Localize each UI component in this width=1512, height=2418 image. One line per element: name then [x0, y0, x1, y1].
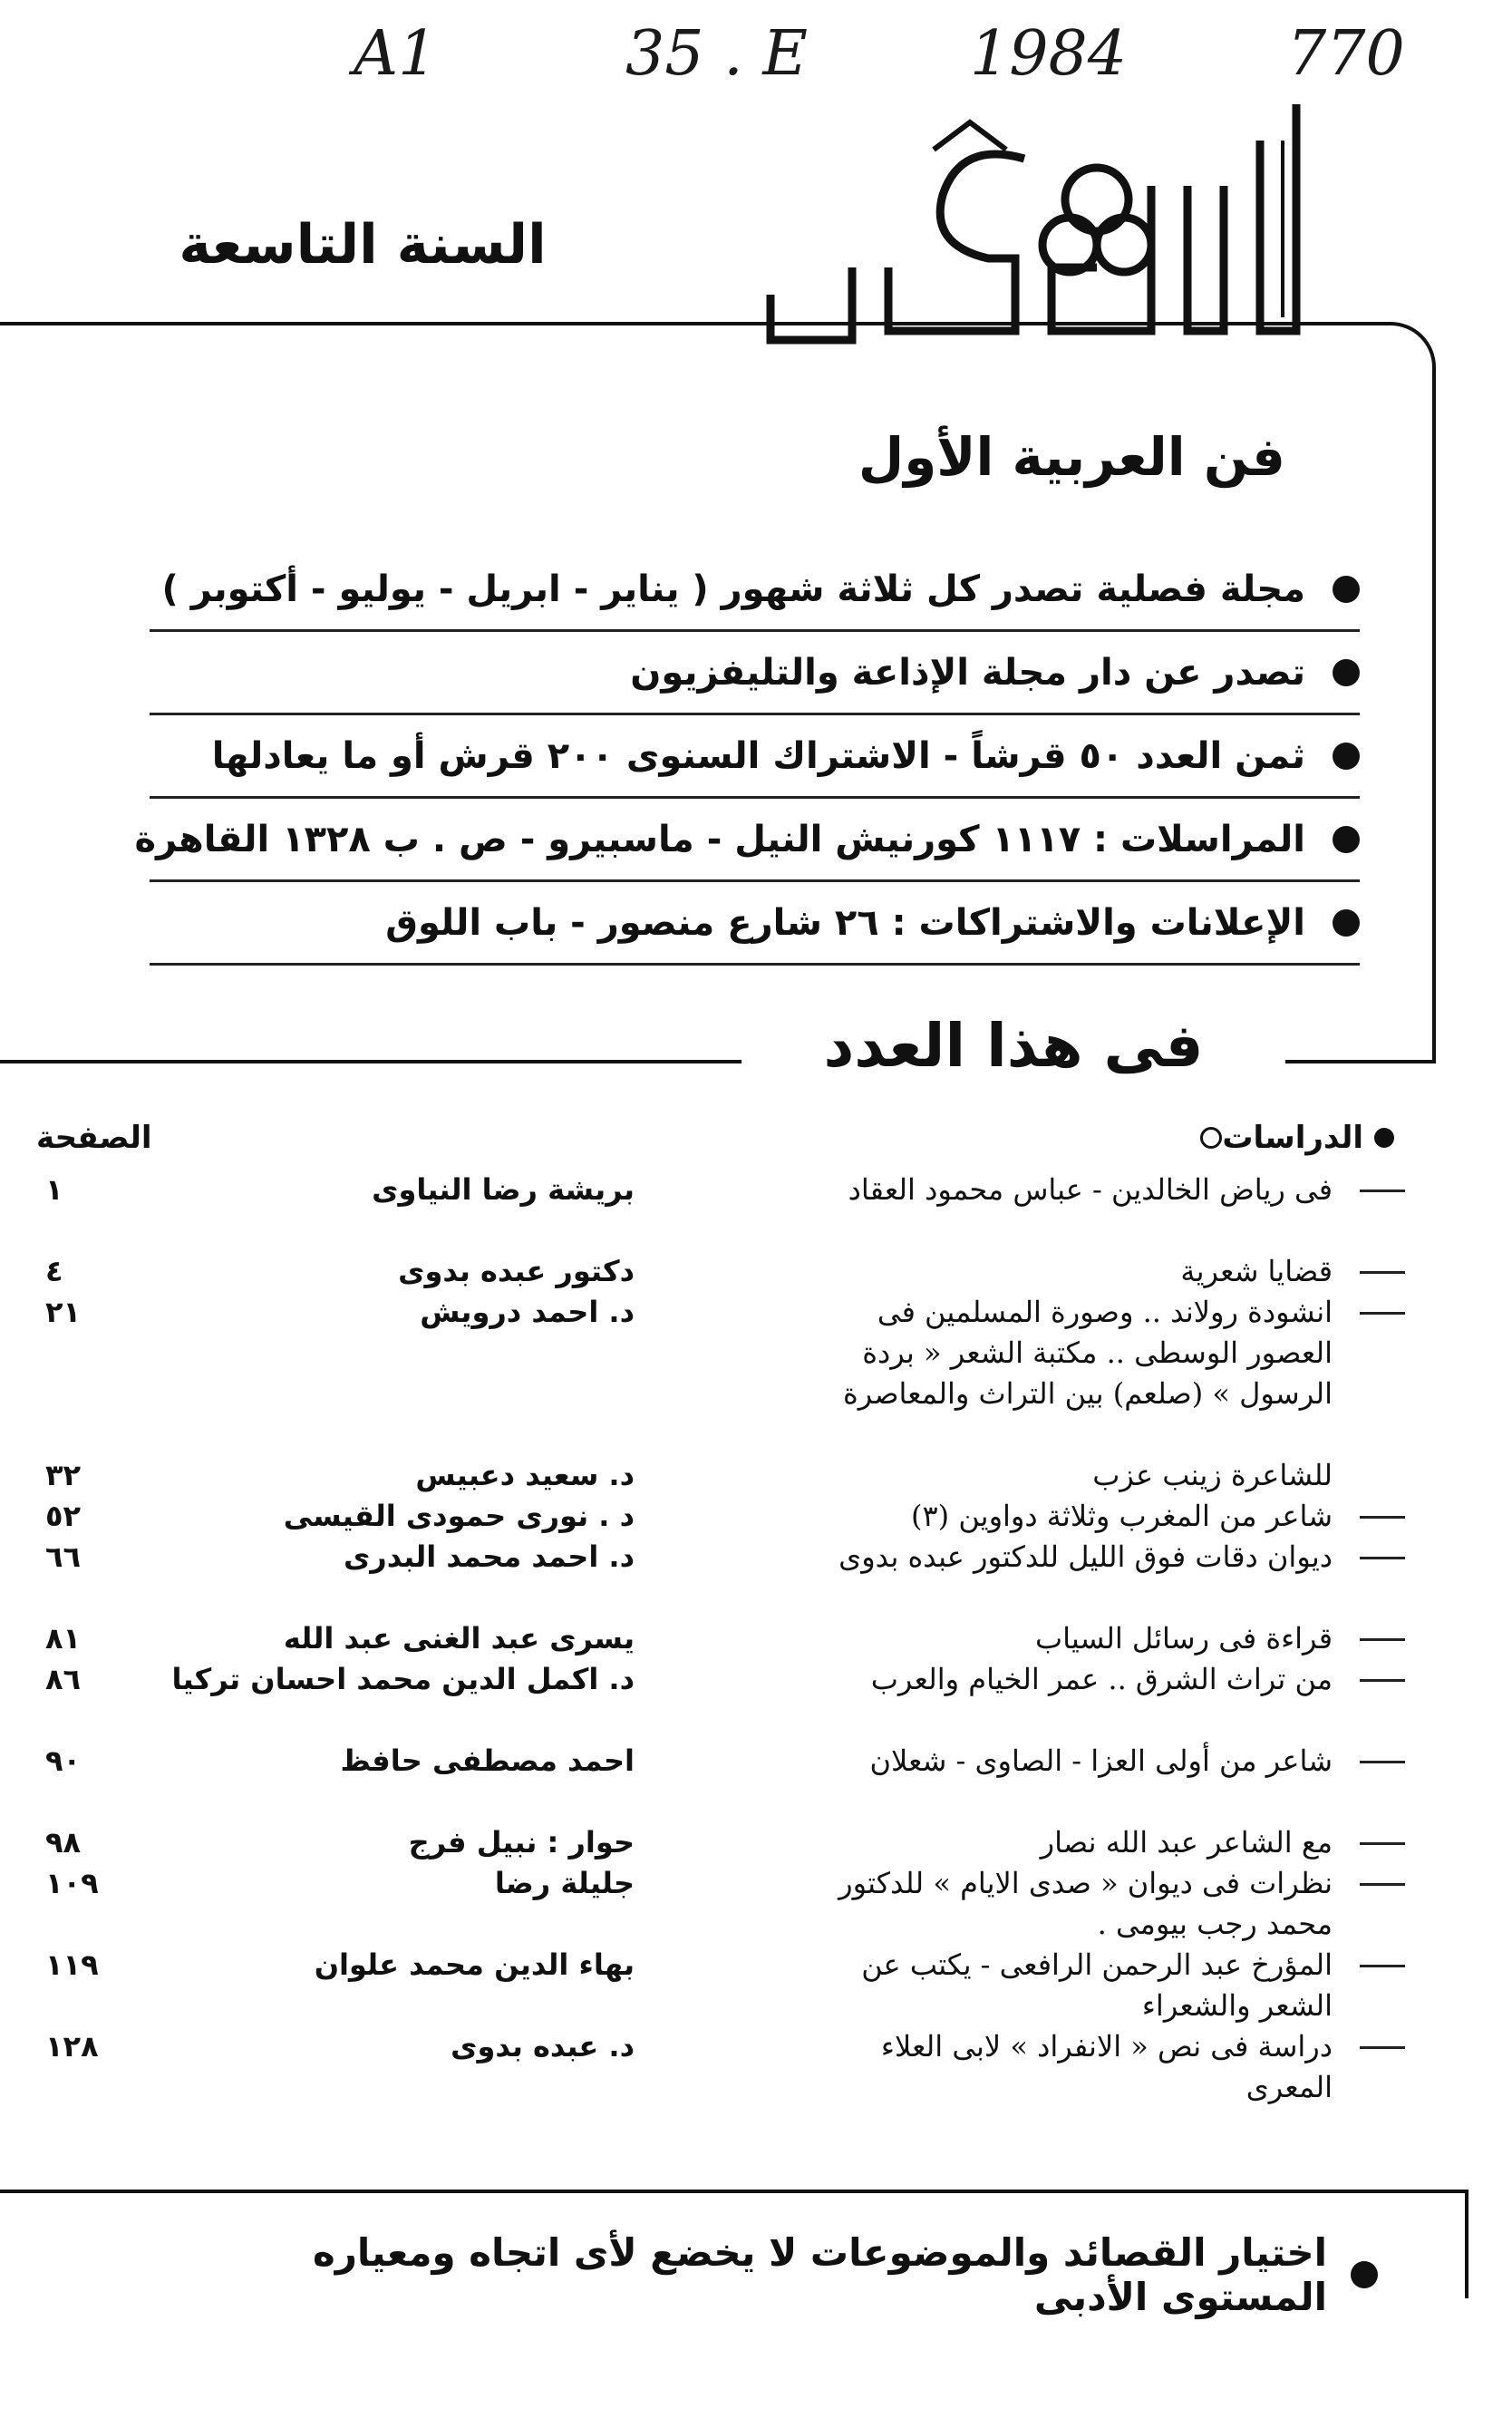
entry-author: بهاء الدين محمد علوان	[314, 1947, 635, 1982]
entry-author: د. احمد محمد البدرى	[343, 1539, 635, 1574]
entry-author: جليلة رضا	[494, 1866, 635, 1900]
entry-dash	[1360, 1761, 1405, 1763]
entry-page: ٦٦	[45, 1539, 82, 1574]
toc-entry	[36, 1496, 1405, 1537]
entry-title: شاعر من المغرب وثلاثة دواوين (٣)	[910, 1499, 1333, 1533]
entry-author: د. احمد درويش	[420, 1295, 635, 1329]
toc-entry	[36, 1659, 1405, 1741]
ring-icon	[1200, 1127, 1222, 1149]
entry-page: ٤	[45, 1254, 63, 1288]
entry-page: ٢١	[45, 1295, 82, 1329]
toc-entry	[36, 1455, 1405, 1496]
toc-entry	[36, 1945, 1405, 2026]
magazine-logo	[752, 86, 1333, 358]
info-text: الإعلانات والاشتراكات : ٢٦ شارع منصور - باب اللوق	[385, 901, 1305, 944]
entry-author: د. سعيد دعبيس	[415, 1458, 635, 1492]
bullet-icon	[1333, 909, 1360, 937]
toc-entry	[36, 1292, 1405, 1455]
bullet-icon	[1351, 2261, 1378, 2288]
entry-title: قراءة فى رسائل السياب	[1034, 1621, 1333, 1656]
entry-author: د. عبده بدوى	[451, 2029, 635, 2064]
entry-author: حوار : نبيل فرج	[408, 1825, 635, 1860]
entry-author: دكتور عبده بدوى	[398, 1254, 635, 1288]
entry-title: شاعر من أولى العزا - الصاوى - شعلان	[869, 1743, 1333, 1778]
entry-author: بريشة رضا النياوى	[372, 1172, 635, 1207]
entry-title: للشاعرة زينب عزب	[1092, 1458, 1333, 1492]
bullet-icon	[1374, 1128, 1394, 1148]
entry-page: ٨٦	[45, 1662, 82, 1696]
info-text: ثمن العدد ٥٠ قرشاً - الاشتراك السنوى ٢٠٠ قرش أو ما يعادلها	[211, 734, 1305, 777]
entry-title: المؤرخ عبد الرحمن الرافعى - يكتب عن الشعر والشعراء	[861, 1947, 1333, 2023]
entry-dash	[1360, 1883, 1405, 1886]
entry-page: ١٠٩	[45, 1866, 99, 1900]
entry-page: ١١٩	[45, 1947, 99, 1982]
footer-text: اختيار القصائد والموضوعات لا يخضع لأى اتجاه ومعياره المستوى الأدبى	[312, 2230, 1327, 2319]
entry-title: من تراث الشرق .. عمر الخيام والعرب	[870, 1662, 1333, 1696]
info-item	[150, 632, 1360, 715]
entry-page: ٥٢	[45, 1499, 82, 1533]
entry-title: ديوان دقات فوق الليل للدكتور عبده بدوى	[838, 1539, 1333, 1574]
info-text: مجلة فصلية تصدر كل ثلاثة شهور ( يناير - ابريل - يوليو - أكتوبر )	[161, 568, 1305, 610]
entry-dash	[1360, 1312, 1405, 1315]
section-label: الدراسات	[1222, 1120, 1363, 1156]
footer-rule	[0, 2190, 1468, 2193]
entry-dash	[1360, 2046, 1405, 2049]
toc-section-heading	[1200, 1120, 1405, 1156]
entry-page: ٨١	[45, 1621, 82, 1656]
entry-dash	[1360, 1638, 1405, 1641]
info-text: تصدر عن دار مجلة الإذاعة والتليفزيون	[630, 651, 1305, 694]
toc-entry	[36, 1741, 1405, 1822]
entry-title: قضايا شعرية	[1180, 1254, 1333, 1288]
toc-entry	[36, 1251, 1405, 1292]
bullet-icon	[1333, 826, 1360, 853]
handwritten-note-4: 770	[1287, 18, 1405, 90]
footer-note	[163, 2230, 1378, 2319]
bullet-icon	[1333, 576, 1360, 603]
entry-dash	[1360, 1516, 1405, 1519]
handwritten-note-3: 1984	[970, 18, 1128, 90]
entry-title: دراسة فى نص « الانفراد » لابى العلاء المعرى	[880, 2029, 1333, 2104]
toc-entry	[36, 1863, 1405, 1945]
entry-author: يسرى عبد الغنى عبد الله	[283, 1621, 635, 1656]
entry-page: ٩٨	[45, 1825, 82, 1860]
entry-page: ٣٢	[45, 1458, 82, 1492]
handwritten-note-2: 35 . E	[625, 18, 809, 90]
entry-title: مع الشاعر عبد الله نصار	[1040, 1825, 1333, 1860]
info-item	[134, 799, 1360, 882]
toc-entry	[36, 1822, 1405, 1863]
entry-title: نظرات فى ديوان « صدى الايام » للدكتور محمد رجب بيومى .	[838, 1866, 1333, 1941]
entry-author: د . نورى حمودى القيسى	[283, 1499, 635, 1533]
bullet-icon	[1333, 659, 1360, 686]
table-of-contents	[36, 1120, 1405, 2108]
entry-title: انشودة رولاند .. وصورة المسلمين فى العصور الوسطى .. مكتبة الشعر « بردة الرسول » (صلعم) بين التراث والمعاصرة	[842, 1295, 1333, 1411]
entry-dash	[1360, 1271, 1405, 1274]
info-list	[134, 549, 1360, 966]
entry-page: ٩٠	[45, 1743, 82, 1778]
info-item	[150, 549, 1360, 632]
footer-rule-side	[1465, 2190, 1468, 2298]
entry-author: د. اكمل الدين محمد احسان تركيا	[171, 1662, 635, 1696]
info-item	[150, 882, 1360, 966]
entry-dash	[1360, 1965, 1405, 1967]
entry-dash	[1360, 1842, 1405, 1845]
toc-entry	[36, 1537, 1405, 1618]
entry-author: احمد مصطفى حافظ	[340, 1743, 635, 1778]
entry-page: ١	[45, 1172, 63, 1207]
bullet-icon	[1333, 743, 1360, 770]
entry-dash	[1360, 1679, 1405, 1682]
toc-entry	[36, 2026, 1405, 2108]
info-item	[150, 715, 1360, 799]
year-label: السنة التاسعة	[179, 213, 547, 277]
toc-entry	[36, 1170, 1405, 1251]
page-column-header: الصفحة	[36, 1120, 152, 1156]
entry-dash	[1360, 1190, 1405, 1192]
toc-entry	[36, 1618, 1405, 1659]
toc-header	[36, 1120, 1405, 1170]
entry-dash	[1360, 1557, 1405, 1559]
info-text: المراسلات : ١١١٧ كورنيش النيل - ماسبيرو - ص . ب ١٣٢٨ القاهرة	[134, 818, 1305, 860]
entry-page: ١٢٨	[45, 2029, 99, 2064]
issue-heading: فى هذا العدد	[741, 1011, 1285, 1081]
entry-title: فى رياض الخالدين - عباس محمود العقاد	[848, 1172, 1333, 1207]
magazine-subtitle: فن العربية الأول	[858, 426, 1285, 488]
handwritten-note-1: A1	[354, 18, 438, 90]
